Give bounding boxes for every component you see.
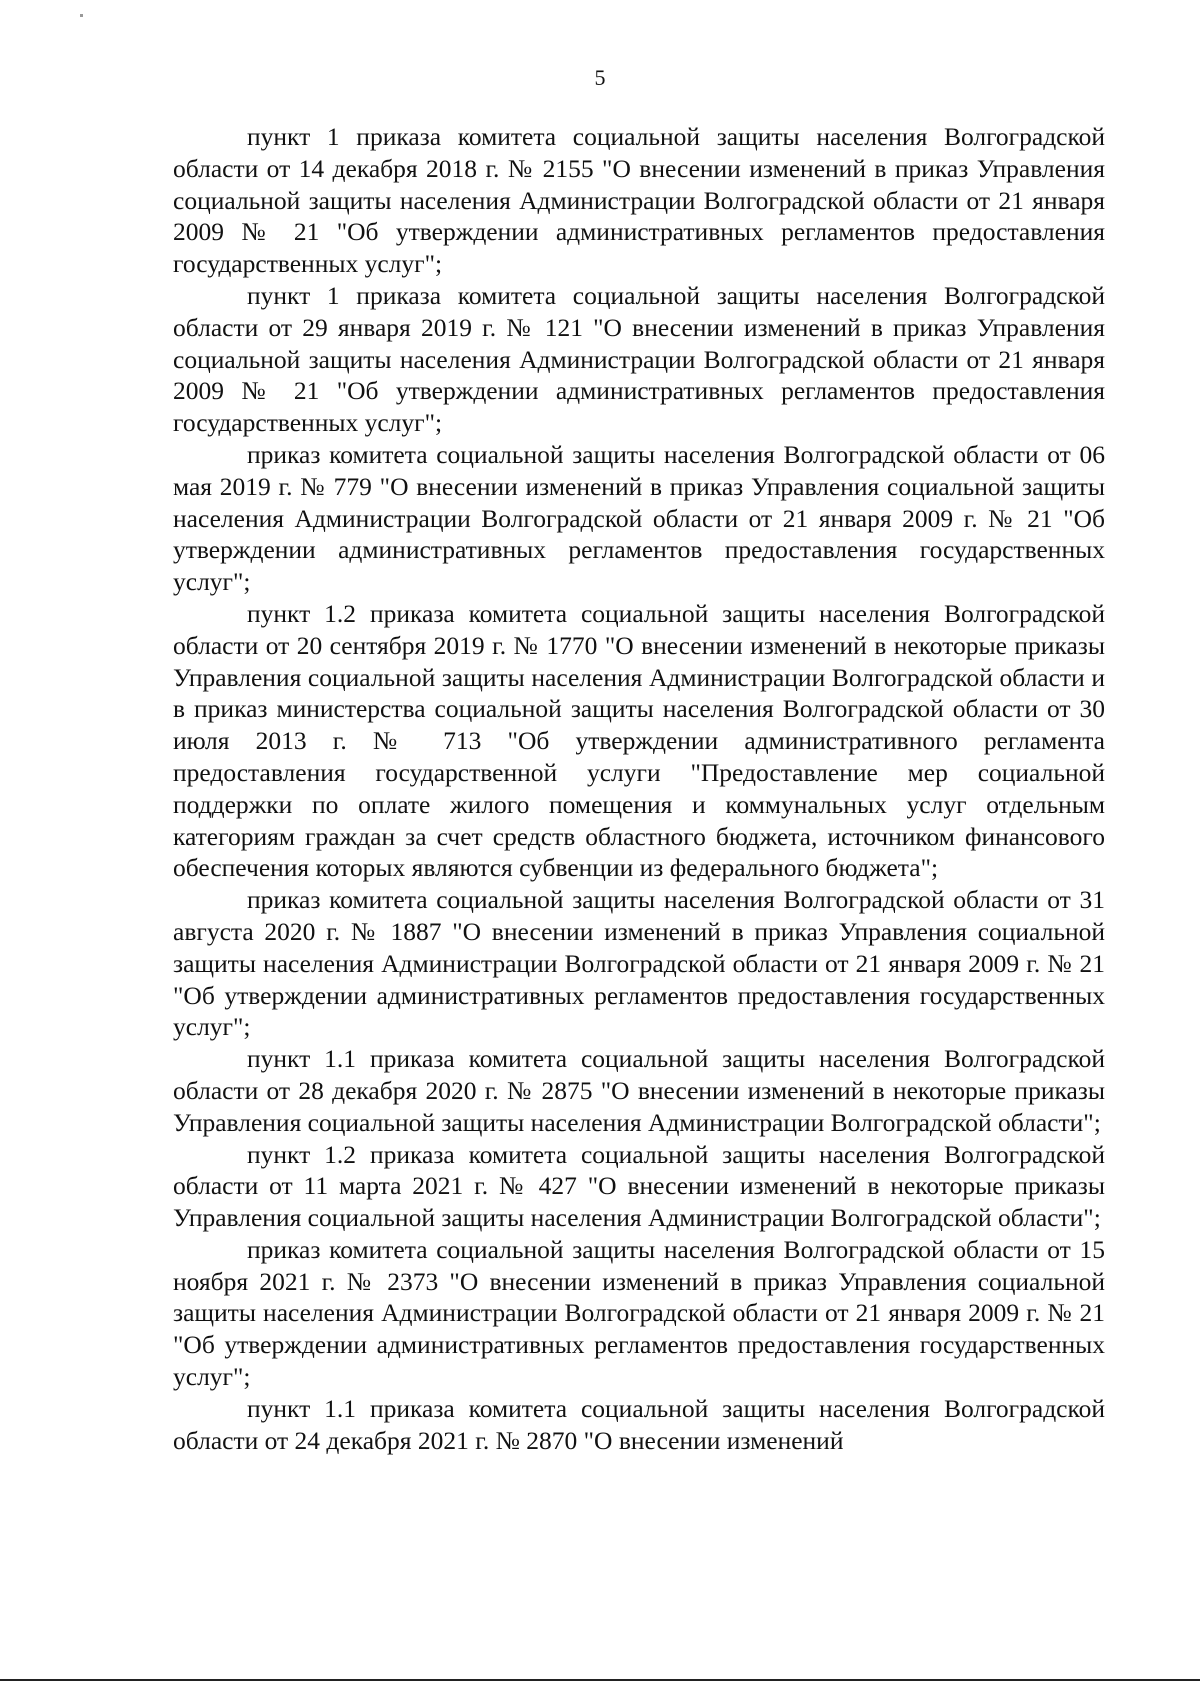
document-body bbox=[173, 121, 1105, 1456]
paragraph-order-779: приказ комитета социальной защиты населения Волгоградской области от 06 мая 2019 г. № 779 "О внесении изменений в приказ Управления социальной защиты населения Администрации Волгоградской области от 21 января 2009 г. № 21 "Об утверждении административных регламентов предоставления государственных услуг"; bbox=[173, 439, 1105, 597]
paragraph-order-2155: пункт 1 приказа комитета социальной защиты населения Волгоградской области от 14 декабря 2018 г. № 2155 "О внесении изменений в приказ Управления социальной защиты населения Администрации Волгоградской области от 21 января 2009 № 21 "Об утверждении административных регламентов предоставления государственных услуг"; bbox=[173, 122, 1105, 279]
paragraph-order-2373: приказ комитета социальной защиты населения Волгоградской области от 15 ноября 2021 г. № 2373 "О внесении изменений в приказ Управления социальной защиты населения Администрации Волгоградской области от 21 января 2009 г. № 21 "Об утверждении административных регламентов предоставления государственных услуг"; bbox=[173, 1234, 1105, 1392]
paragraph-order-2870: пункт 1.1 приказа комитета социальной защиты населения Волгоградской области от 24 декабря 2021 г. № 2870 "О внесении изменений bbox=[173, 1393, 1105, 1455]
bottom-scan-edge bbox=[0, 1679, 1200, 1681]
page-number: 5 bbox=[594, 65, 606, 90]
paragraph-order-1887: приказ комитета социальной защиты населения Волгоградской области от 31 августа 2020 г. № 1887 "О внесении изменений в приказ Управления социальной защиты населения Администрации Волгоградской области от 21 января 2009 г. № 21 "Об утверждении административных регламентов предоставления государственных услуг"; bbox=[173, 885, 1105, 1042]
paragraph-order-1770: пункт 1.2 приказа комитета социальной защиты населения Волгоградской области от 20 сентября 2019 г. № 1770 "О внесении изменений в некоторые приказы Управления социальной защиты населения Администрации Волгоградской области и в приказ министерства социальной защиты населения Волгоградской области от 30 июля 2013 г. № 713 "Об утверждении административного регламента предоставления государственной услуги "Предоставление мер социальной поддержки по оплате жилого помещения и коммунальных услуг отдельным категориям граждан за счет средств областного бюджета, источником финансового обеспечения которых являются субвенции из федерального бюджета"; bbox=[173, 598, 1105, 883]
scan-speck bbox=[80, 14, 83, 17]
paragraph-order-121: пункт 1 приказа комитета социальной защиты населения Волгоградской области от 29 января 2019 г. № 121 "О внесении изменений в приказ Управления социальной защиты населения Администрации Волгоградской области от 21 января 2009 № 21 "Об утверждении административных регламентов предоставления государственных услуг"; bbox=[173, 280, 1105, 438]
paragraph-order-427: пункт 1.2 приказа комитета социальной защиты населения Волгоградской области от 11 марта 2021 г. № 427 "О внесении изменений в некоторые приказы Управления социальной защиты населения Администрации Волгоградской области"; bbox=[173, 1139, 1105, 1233]
paragraph-order-2875: пункт 1.1 приказа комитета социальной защиты населения Волгоградской области от 28 декабря 2020 г. № 2875 "О внесении изменений в некоторые приказы Управления социальной защиты населения Администрации Волгоградской области"; bbox=[173, 1044, 1105, 1137]
